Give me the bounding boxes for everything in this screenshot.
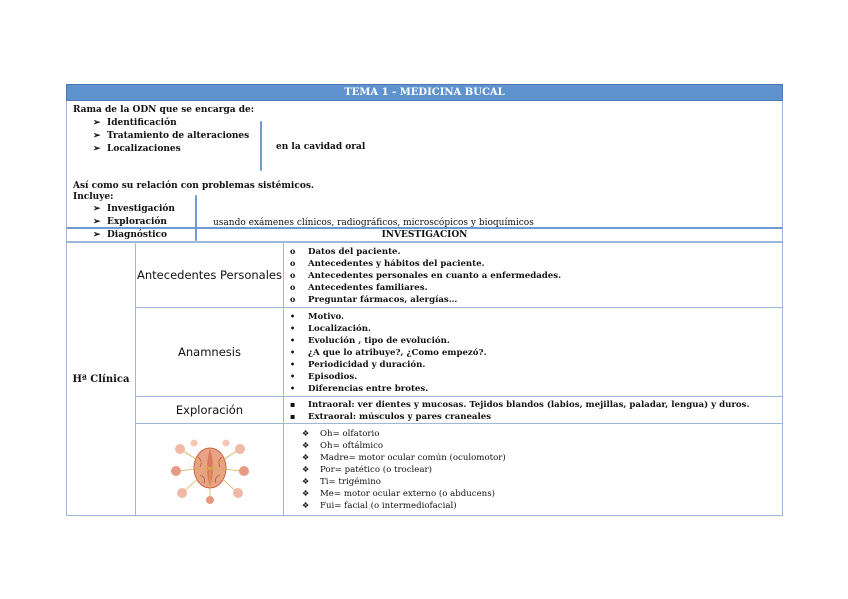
list-item: • ¿A que lo atribuye?, ¿Como empezó?. bbox=[290, 347, 487, 358]
table-row bbox=[67, 308, 783, 397]
items-cell bbox=[284, 397, 783, 424]
arrow-icon: ➢ bbox=[93, 230, 101, 240]
list-item: ❖ Ti= trigémino bbox=[302, 476, 381, 487]
list-item: ❖ Me= motor ocular externo (o abducens) bbox=[302, 488, 495, 499]
list-item: o Datos del paciente. bbox=[290, 246, 401, 257]
items-cell bbox=[284, 243, 783, 308]
relacion-text: Así como su relación con problemas sistémicos. bbox=[73, 181, 315, 191]
list-item: • Localización. bbox=[290, 323, 372, 334]
list-item: ❖ Madre= motor ocular común (oculomotor) bbox=[302, 452, 506, 463]
list-item: ❖ Oh= oftálmico bbox=[302, 440, 384, 451]
list-item: ❖ Oh= olfatorio bbox=[302, 428, 380, 439]
topic-title: TEMA 1 - MEDICINA BUCAL bbox=[66, 84, 783, 101]
list-item: ▪ Intraoral: ver dientes y mucosas. Tejidos blandos (labios, mejillas, paladar, lengua) y duros. bbox=[290, 399, 750, 410]
category-anamnesis: Anamnesis bbox=[136, 308, 284, 397]
arrow-icon: ➢ bbox=[93, 204, 101, 214]
exploracion-list bbox=[284, 398, 782, 422]
arrow-icon: ➢ bbox=[93, 144, 101, 154]
antecedentes-list bbox=[284, 243, 782, 307]
cranial-nerves-list bbox=[284, 426, 782, 514]
list-item: o Preguntar fármacos, alergías… bbox=[290, 294, 458, 305]
intro-section bbox=[66, 101, 783, 240]
list-item: o Antecedentes familiares. bbox=[290, 282, 428, 293]
incluye-text: Incluye: bbox=[73, 192, 114, 202]
image-cell bbox=[136, 424, 284, 516]
historia-clinica-label: Hª Clínica bbox=[67, 243, 136, 516]
list-item: • Motivo. bbox=[290, 311, 345, 322]
list-item: o Antecedentes y hábitos del paciente. bbox=[290, 258, 485, 269]
document-page bbox=[66, 84, 783, 516]
arrow-icon: ➢ bbox=[93, 118, 101, 128]
list-item: o Antecedentes personales en cuanto a enfermedades. bbox=[290, 270, 562, 281]
investigacion-header: INVESTIGACIÓN bbox=[66, 229, 783, 242]
list1-item: ➢ Tratamiento de alteraciones bbox=[93, 131, 250, 141]
table-row bbox=[67, 397, 783, 424]
brain-cranial-nerves-image bbox=[170, 435, 250, 505]
list-item: • Periodicidad y duración. bbox=[290, 359, 426, 370]
list1-item: ➢ Identificación bbox=[93, 118, 177, 128]
investigacion-table bbox=[66, 242, 783, 516]
items-cell bbox=[284, 424, 783, 516]
brace1-text: en la cavidad oral bbox=[276, 142, 366, 152]
anamnesis-list bbox=[284, 308, 782, 396]
list2-item: ➢ Exploración bbox=[93, 217, 167, 227]
brace2-text: usando exámenes clínicos, radiográficos, microscópicos y bioquímicos bbox=[213, 218, 534, 228]
list2-item: ➢ Investigación bbox=[93, 204, 175, 214]
arrow-icon: ➢ bbox=[93, 131, 101, 141]
bracket-2 bbox=[195, 195, 197, 241]
list-item: ▪ Extraoral: músculos y pares craneales bbox=[290, 411, 492, 422]
category-exploracion: Exploración bbox=[136, 397, 284, 424]
list-item: ❖ Por= patético (o troclear) bbox=[302, 464, 432, 475]
bracket-1 bbox=[260, 121, 262, 171]
list-item: • Diferencias entre brotes. bbox=[290, 383, 429, 394]
rama-text: Rama de la ODN que se encarga de: bbox=[73, 105, 255, 115]
list-item: ❖ Fui= facial (o intermediofacial) bbox=[302, 500, 457, 511]
list2-item: ➢ Diagnóstico bbox=[93, 230, 168, 240]
arrow-icon: ➢ bbox=[93, 217, 101, 227]
table-row bbox=[67, 243, 783, 308]
items-cell bbox=[284, 308, 783, 397]
list-item: • Episodios. bbox=[290, 371, 358, 382]
table-row bbox=[67, 424, 783, 516]
category-antecedentes: Antecedentes Personales bbox=[136, 243, 284, 308]
list1-item: ➢ Localizaciones bbox=[93, 144, 181, 154]
list-item: • Evolución , tipo de evolución. bbox=[290, 335, 450, 346]
